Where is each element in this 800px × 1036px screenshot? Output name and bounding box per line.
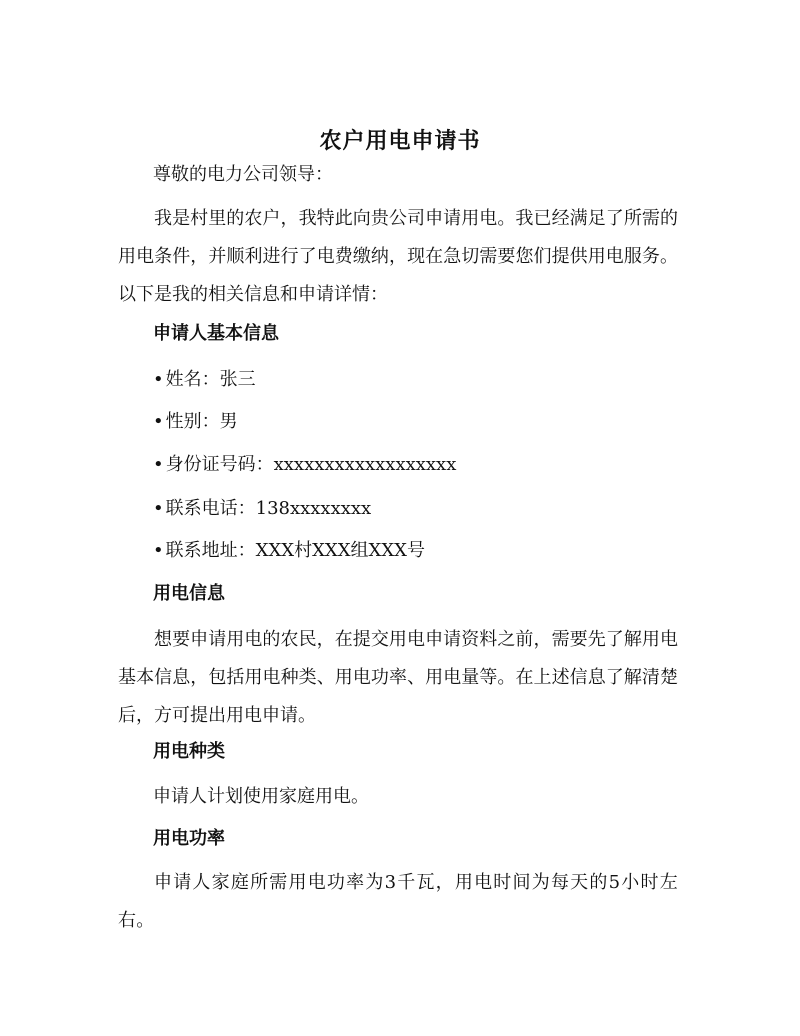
applicant-item-address: [153, 538, 425, 564]
applicant-item-name: [153, 367, 256, 393]
applicant-item-text: 性别：男: [165, 411, 238, 432]
power-type-heading: 用电种类: [153, 741, 225, 762]
applicant-info-heading: 申请人基本信息: [153, 323, 279, 344]
applicant-item-gender: [153, 409, 238, 435]
power-rating-paragraph: 申请人家庭所需用电功率为3千瓦，用电时间为每天的5小时左右。: [118, 872, 678, 931]
bullet-symbol: •: [153, 498, 164, 519]
applicant-item-text: 身份证号码：xxxxxxxxxxxxxxxxxx: [165, 454, 457, 475]
bullet-symbol: •: [153, 411, 164, 432]
applicant-item-phone: [153, 496, 371, 522]
applicant-item-text: 联系地址：XXX村XXX组XXX号: [165, 540, 425, 561]
power-info-paragraph: 想要申请用电的农民，在提交用电申请资料之前，需要先了解用电基本信息，包括用电种类、用电功率、用电量等。在上述信息了解清楚后，方可提出用电申请。: [118, 629, 678, 726]
applicant-item-text: 联系电话：138xxxxxxxx: [165, 498, 372, 519]
document-title: 农户用电申请书: [319, 128, 481, 154]
applicant-item-text: 姓名：张三: [165, 369, 256, 390]
bullet-symbol: •: [153, 540, 164, 561]
power-rating-heading: 用电功率: [153, 828, 225, 849]
bullet-symbol: •: [153, 454, 164, 475]
bullet-symbol: •: [153, 369, 164, 390]
intro-paragraph: 我是村里的农户，我特此向贵公司申请用电。我已经满足了所需的用电条件，并顺利进行了电费缴纳，现在急切需要您们提供用电服务。以下是我的相关信息和申请详情：: [118, 208, 678, 305]
power-info-heading: 用电信息: [153, 583, 225, 604]
power-type-text: 申请人计划使用家庭用电。: [153, 786, 369, 807]
applicant-item-id-number: [153, 452, 456, 478]
greeting-text: 尊敬的电力公司领导：: [153, 164, 333, 185]
